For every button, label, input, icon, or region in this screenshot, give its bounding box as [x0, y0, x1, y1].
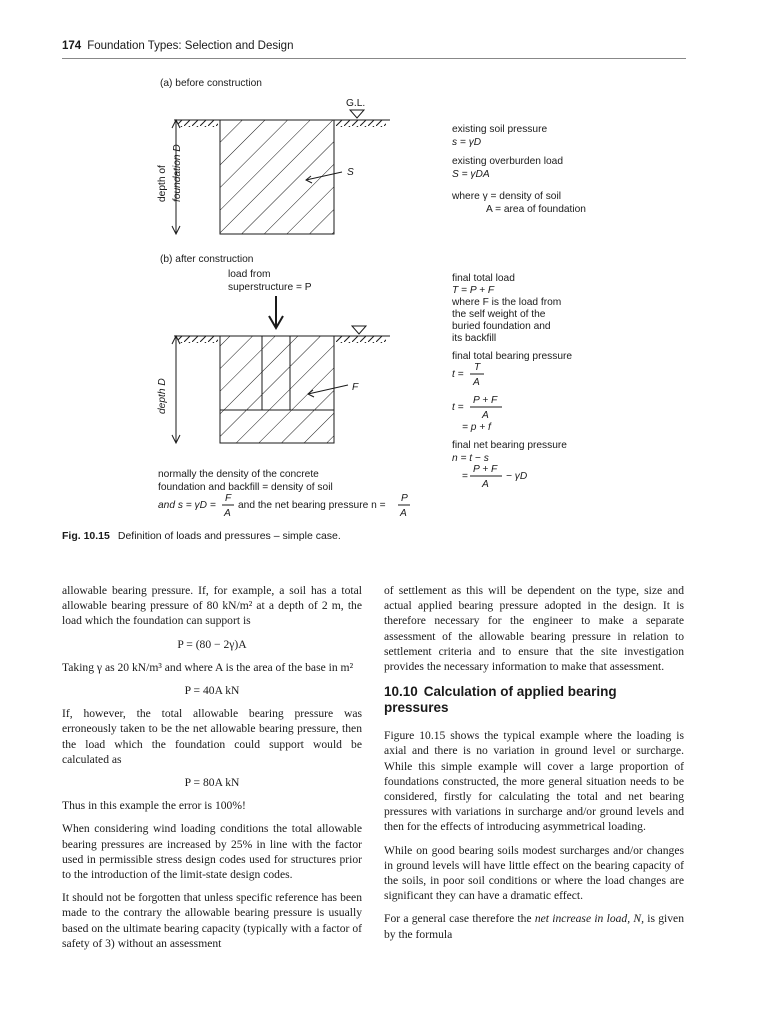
equation-2: P = 40A kN — [184, 684, 240, 698]
frac-A-den3: A — [482, 479, 489, 490]
soil-block-S — [220, 120, 334, 234]
note-where-F-3: buried foundation and — [452, 321, 551, 332]
ground-level-marker — [350, 110, 364, 118]
ground-level-label: G.L. — [346, 98, 366, 109]
note-where-gamma: where γ = density of soil — [452, 191, 562, 202]
note-where-F-1: where F is the load from — [452, 297, 562, 308]
frac-A-den2: A — [482, 410, 489, 421]
note-final-total-bearing-pressure: final total bearing pressure — [452, 351, 573, 362]
left-paragraph-4: Thus in this example the error is 100%! — [62, 799, 246, 813]
note-eq-pf: = p + f — [462, 422, 491, 433]
bottom-note-3b: and the net bearing pressure n = — [238, 500, 386, 511]
panel-b-label: (b) after construction — [160, 254, 254, 265]
ground-level-marker-b — [352, 326, 366, 334]
note-minus-gammaD: − γD — [506, 471, 528, 482]
depth-label-b: depth D — [157, 378, 168, 414]
note-where-F-4: its backfill — [452, 333, 497, 344]
left-paragraph-1: allowable bearing pressure. If, for example, a soil has a total allowable bearing pressure of 80 kN/m² at a depth of 2 m, the load which the foundation can support is — [62, 584, 362, 628]
frac-PF-num: P + F — [473, 395, 498, 406]
left-paragraph-6: It should not be forgotten that unless specific reference has been made to the contrary the allowable bearing pressure is usually based on the ultimate bearing capacity (typically with a factor of safety of 3) without an assessment — [62, 891, 362, 950]
frac-A-den-b2: A — [400, 508, 407, 519]
note-n-eq: n = t − s — [452, 453, 489, 464]
left-paragraph-2: Taking γ as 20 kN/m³ and where A is the area of the base in m² — [62, 660, 354, 674]
panel-a-label: (a) before construction — [160, 78, 262, 89]
right-paragraph-1: of settlement as this will be dependent on the type, size and actual applied bearing pressure adopted in the design. It is therefore necessary for the engineer to make a separate assessment of the allowable bearing pressure in relation to settlement criteria and to ensure that the site investigation provides the necessary information to make that assessment. — [384, 584, 684, 674]
running-title: Foundation Types: Selection and Design — [87, 40, 294, 52]
label-F: F — [352, 382, 359, 393]
left-paragraph-3: If, however, the total allowable bearing pressure was erroneously taken to be the net allowable bearing pressure, then the load which the foundation could support would be calculated as — [62, 707, 362, 766]
figure-caption — [62, 530, 341, 542]
note-A-def: A = area of foundation — [486, 204, 586, 215]
load-from-label: load from — [228, 269, 271, 280]
backfill-block-F — [220, 336, 334, 443]
note-T-eq: T = P + F — [452, 285, 495, 296]
section-number: 10.10 — [384, 684, 418, 700]
note-final-net-bearing-pressure: final net bearing pressure — [452, 440, 567, 451]
note-final-total-load: final total load — [452, 273, 515, 284]
bottom-note-1: normally the density of the concrete — [158, 469, 319, 480]
equation-1: P = (80 − 2γ)A — [177, 637, 247, 651]
frac-A-den-b: A — [224, 508, 231, 519]
equation-3: P = 80A kN — [184, 776, 240, 790]
right-paragraph-2: Figure 10.15 shows the typical example where the loading is axial and there is no variation in ground level or surcharge. While this simple example will cover a large proportion of foundations constructed, the more general situation needs to be considered, firstly for calculating the total and net bearing pressures with variations in surcharge and/or ground levels and then for the effects of introducing asymmetrical loading. — [384, 729, 684, 834]
label-S: S — [347, 167, 354, 178]
p4-italic: net increase in load, N, — [534, 912, 644, 926]
bottom-note-2: foundation and backfill = density of soil — [158, 482, 333, 493]
bottom-note-3a: and s = γD = — [158, 500, 216, 511]
note-t-eq: t = — [452, 369, 464, 380]
frac-PF-num2: P + F — [473, 464, 498, 475]
section-heading — [384, 684, 684, 716]
right-column — [384, 583, 684, 950]
note-eq-sign: = — [462, 471, 468, 482]
p4-lead: For a general case therefore the — [384, 912, 532, 926]
frac-P-num: P — [401, 493, 408, 504]
right-paragraph-3: While on good bearing soils modest surcharges and/or changes in ground levels will have little effect on the bearing capacity of the soils, in poor soil conditions or where the load changes are significant they can have a dramatic effect. — [384, 843, 684, 903]
note-existing-overburden-load: existing overburden load — [452, 156, 564, 167]
p4-tail: is given by the formula — [384, 912, 684, 941]
frac-F-num: F — [225, 493, 232, 504]
left-column — [62, 583, 362, 959]
right-paragraph-4 — [384, 911, 684, 941]
section-title: Calculation of applied bearing pressures — [384, 684, 617, 716]
frac-T-num: T — [474, 362, 481, 373]
depth-label-a-1: depth of — [157, 165, 168, 202]
caption-text: Definition of loads and pressures – simple case. — [117, 530, 341, 542]
note-t-eq2: t = — [452, 402, 464, 413]
caption-label: Fig. 10.15 — [62, 530, 110, 542]
note-existing-soil-pressure: existing soil pressure — [452, 124, 548, 135]
page-number: 174 — [62, 40, 82, 52]
note-where-F-2: the self weight of the — [452, 309, 546, 320]
note-S-eq: S = γDA — [452, 169, 490, 180]
superstructure-label: superstructure = P — [228, 282, 312, 293]
frac-A-den: A — [473, 377, 480, 388]
depth-label-a-2: foundation D — [172, 144, 183, 202]
note-s-eq: s = γD — [452, 137, 482, 148]
left-paragraph-5: When considering wind loading conditions the total allowable bearing pressures are increased by 25% in line with the factor used in permissible stress design codes used for structures prior to the introduction of the limit-state design codes. — [62, 822, 362, 882]
